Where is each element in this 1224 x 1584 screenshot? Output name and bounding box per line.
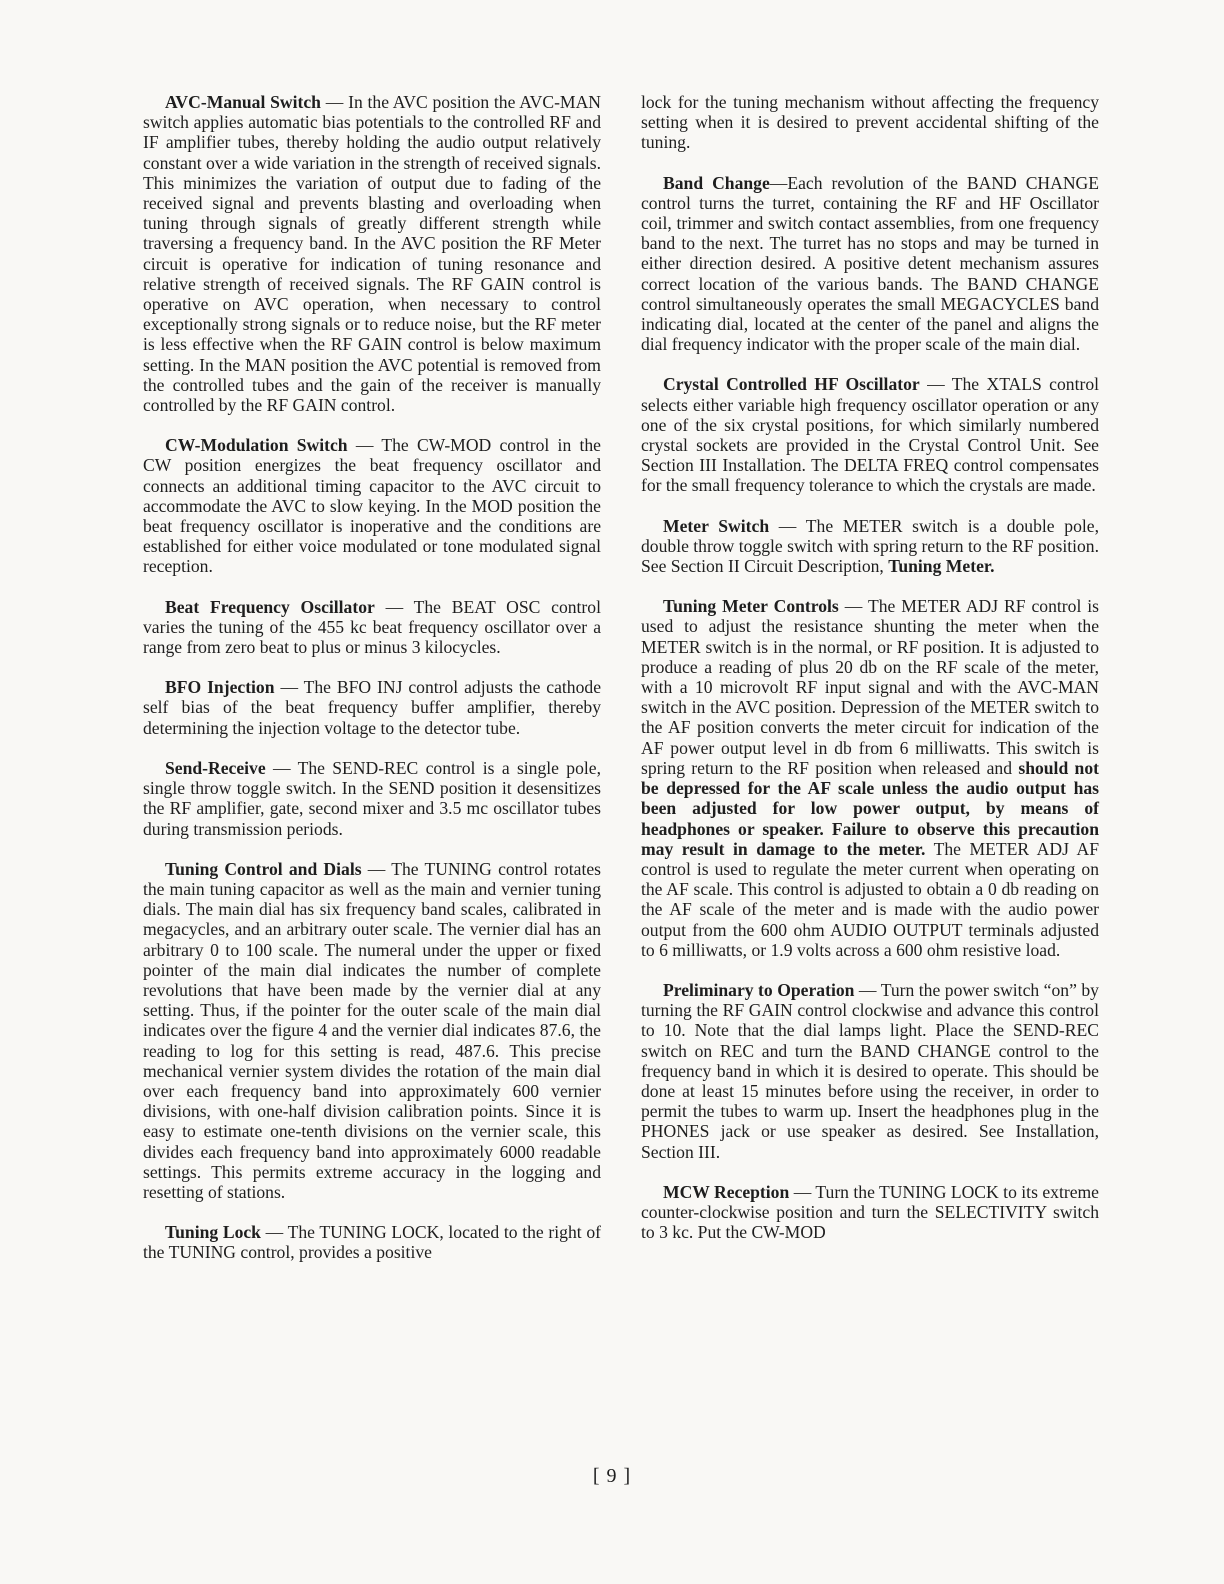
- paragraph-text: — Turn the TUNING LOCK to its extreme counter-clockwise position and turn the SELECTIVITY switch to 3 kc. Put the CW-MOD: [641, 1181, 1099, 1243]
- paragraph-heading: Meter Switch: [663, 515, 770, 536]
- paragraph-text: — The SEND-REC control is a single pole, single throw toggle switch. In the SEND position it desensitizes the RF amplifier, gate, second mixer and 3.5 mc oscillator tubes during transmission periods.: [143, 757, 601, 839]
- paragraph-beat-frequency-oscillator: [143, 597, 601, 658]
- paragraph-heading: BFO Injection: [165, 677, 275, 698]
- paragraph-text: —Each revolution of the BAND CHANGE control turns the turret, containing the RF and HF Oscillator coil, trimmer and switch contact assemblies, from one frequency band to the next. The turret has no stops and may be turned in either direction desired. A positive detent mechanism assures correct location of the various bands. The BAND CHANGE control simultaneously operates the small MEGACYCLES band indicating dial, located at the center of the panel and aligns the dial frequency indicator with the proper scale of the main dial.: [641, 172, 1100, 355]
- paragraph-heading: CW-Modulation Switch: [165, 435, 348, 456]
- page-number: [ 9 ]: [592, 1465, 632, 1487]
- paragraph-tuning-lock: [143, 1222, 601, 1262]
- paragraph-text: — The TUNING control rotates the main tuning capacitor as well as the main and vernier tuning dials. The main dial has six frequency band scales, calibrated in megacycles, and an arbitrary outer scale. The vernier dial has an arbitrary 0 to 100 scale. The numeral under the upper or fixed pointer of the main dial indicates the number of complete revolutions that have been made by the vernier dial at any setting. Thus, if the pointer for the outer scale of the main dial indicates over the figure 4 and the vernier dial indicates 87.6, the reading to log for this setting is read, 487.6. This precise mechanical vernier system divides the rotation of the main dial over each frequency band into approximately 600 vernier divisions, with one-half division calibration points. Since it is easy to estimate one-tenth divisions on the vernier scale, this divides each frequency band into approximately 6000 readable settings. This permits extreme accuracy in the logging and resetting of stations.: [143, 858, 601, 1202]
- paragraph-heading: AVC-Manual Switch: [165, 92, 321, 112]
- paragraph-heading: Crystal Controlled HF Oscillator: [663, 374, 920, 395]
- paragraph-heading: MCW Reception: [663, 1181, 790, 1202]
- paragraph-bfo-injection: [143, 677, 601, 738]
- warning-text: should not be depressed for the AF scale unless the audio output has been adjusted for low power output, by means of headphones or speaker. Failure to observe this precaution may result in damage to the meter.: [641, 757, 1099, 859]
- paragraph-text: — The METER ADJ RF control is used to adjust the resistance shunting the meter when the METER switch is in the normal, or RF position. It is adjusted to produce a reading of plus 20 db on the RF scale of the meter, with a 10 microvolt RF input signal and with the AVC-MAN switch in the AVC position. Depression of the METER switch to the AF position converts the meter circuit for indication of the AF power output level in db from 6 milliwatts. This switch is spring return to the RF position when released and: [641, 596, 1100, 778]
- right-column: [641, 92, 1099, 1262]
- paragraph-text: — The BEAT OSC control varies the tuning of the 455 kc beat frequency oscillator over a range from zero beat to plus or minus 3 kilocycles.: [143, 596, 601, 658]
- paragraph-tuning-meter-controls: [641, 596, 1099, 960]
- paragraph-band-change: [641, 173, 1099, 355]
- left-column: [143, 92, 601, 1283]
- paragraph-text: — The TUNING LOCK, located to the right of the TUNING control, provides a positive: [143, 1222, 601, 1263]
- paragraph-text: The METER ADJ AF control is used to regulate the meter current when operating on the AF scale. This control is adjusted to obtain a 0 db reading on the AF scale of the meter and is made with the audio power output from the 600 ohm AUDIO OUTPUT terminals adjusted to 6 milliwatts, or 1.9 volts across a 600 ohm resistive load.: [641, 838, 1100, 960]
- paragraph-tuning-control-and-dials: [143, 859, 601, 1202]
- paragraph-meter-switch: [641, 516, 1099, 577]
- paragraph-continuation: lock for the tuning mechanism without affecting the frequency setting when it is desired to prevent accidental shifting of the tuning.: [641, 92, 1099, 153]
- section-reference: Tuning Meter.: [888, 556, 995, 577]
- paragraph-send-receive: [143, 758, 601, 839]
- paragraph-heading: Send-Receive: [165, 757, 266, 778]
- paragraph-heading: Band Change: [663, 172, 770, 193]
- paragraph-text: — The BFO INJ control adjusts the cathode self bias of the beat frequency buffer amplifier, thereby determining the injection voltage to the detector tube.: [143, 677, 602, 738]
- paragraph-heading: Tuning Lock: [165, 1222, 261, 1243]
- paragraph-heading: Tuning Control and Dials: [165, 858, 362, 879]
- paragraph-heading: Beat Frequency Oscillator: [165, 596, 375, 617]
- paragraph-crystal-controlled-hf-oscillator: [641, 374, 1099, 495]
- paragraph-text: — The XTALS control selects either variable high frequency oscillator operation or any one of the six crystal positions, for which similarly numbered crystal sockets are provided in the Crystal Control Unit. See Section III Installation. The DELTA FREQ control compensates for the small frequency tolerance to which the crystals are made.: [641, 374, 1100, 496]
- paragraph-heading: Preliminary to Operation: [663, 979, 855, 1000]
- paragraph-heading: Tuning Meter Controls: [663, 596, 839, 617]
- paragraph-text: — The METER switch is a double pole, double throw toggle switch with spring return to the RF position. See Section II Circuit Description,: [641, 515, 1099, 577]
- paragraph-text: — Turn the power switch “on” by turning the RF GAIN control clockwise and advance this control to 10. Note that the dial lamps light. Place the SEND-REC switch on REC and turn the BAND CHANGE control to the frequency band in which it is desired to operate. This should be done at least 15 minutes before using the receiver, in order to permit the tubes to warm up. Insert the headphones plug in the PHONES jack or use speaker as desired. See Installation, Section III.: [641, 979, 1099, 1162]
- paragraph-text: — The CW-MOD control in the CW position energizes the beat frequency oscillator and connects an additional timing capacitor to the AVC circuit to accommodate the AVC to slow keying. In the MOD position the beat frequency oscillator is inoperative and the conditions are established for either voice modulated or tone modulated signal reception.: [143, 435, 601, 577]
- paragraph-cw-modulation-switch: [143, 435, 601, 576]
- paragraph-preliminary-to-operation: [641, 980, 1099, 1162]
- paragraph-avc-manual-switch: [143, 92, 601, 415]
- paragraph-mcw-reception: [641, 1182, 1099, 1243]
- paragraph-text: — In the AVC position the AVC-MAN switch applies automatic bias potentials to the controlled RF and IF amplifier tubes, thereby holding the audio output relatively constant over a wide variation in the strength of received signals. This minimizes the variation of output due to fading of the received signal and prevents blasting and overloading when tuning through signals of greatly different strength while traversing a frequency band. In the AVC position the RF Meter circuit is operative for indication of tuning resonance and relative strength of received signals. The RF GAIN control is operative on AVC operation, when necessary to control exceptionally strong signals or to reduce noise, but the RF meter is less effective when the RF GAIN control is below maximum setting. In the MAN position the AVC potential is removed from the controlled tubes and the gain of the receiver is manually controlled by the RF GAIN control.: [143, 92, 601, 416]
